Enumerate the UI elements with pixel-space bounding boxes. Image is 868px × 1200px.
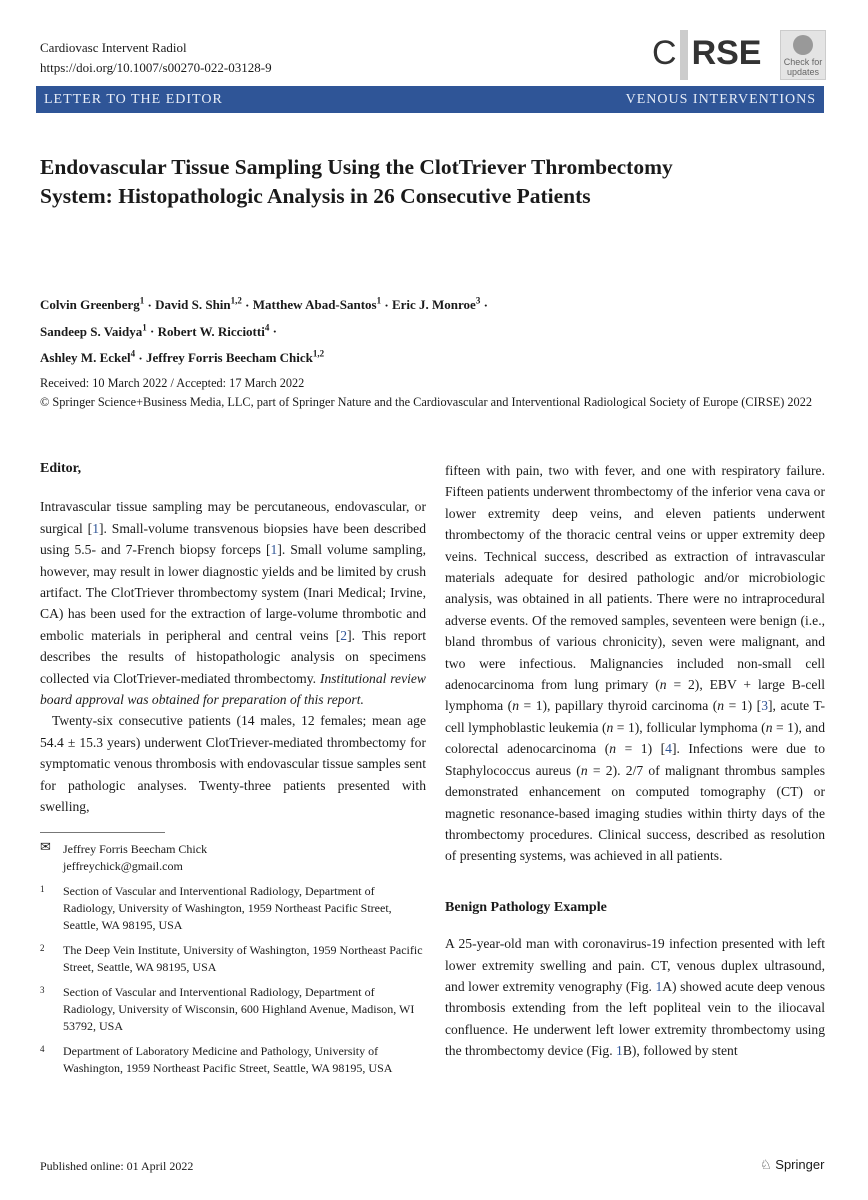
italic-text: n bbox=[659, 677, 667, 693]
published-online: Published online: 01 April 2022 bbox=[40, 1159, 194, 1173]
affiliation-text: The Deep Vein Institute, University of Washington, 1959 Northeast Pacific Street, Seattle, WA 98195, USA bbox=[63, 942, 423, 974]
correspondence bbox=[40, 838, 426, 875]
footnote-separator bbox=[40, 832, 165, 833]
author[interactable]: Colvin Greenberg$^1$ bbox=[40, 296, 145, 313]
text-run: ]. Small volume sampling, however, may result in lower diagnostic yields and be limited by crush artifact. The ClotTriever thrombectomy system (Inari Medical; Irvine, CA) has been used for the extraction of large-volume thrombotic and embolic materials in peripheral and central veins [ bbox=[40, 542, 426, 643]
text-run: A 25-year-old man with coronavirus-19 infection presented with left lower extremity swelling and pain. CT, venous duplex ultrasound, and lower extremity venography (Fig. bbox=[445, 936, 825, 994]
italic-text: n bbox=[765, 719, 773, 735]
author[interactable]: Ashley M. Eckel$^4$ bbox=[40, 348, 136, 365]
copyright: © Springer Science+Business Media, LLC, part of Springer Nature and the Cardiovascular and Interventional Radiological Society of Europe (CIRSE) 2022 bbox=[40, 394, 813, 409]
author[interactable]: David S. Shin$^{1,2}$ bbox=[155, 296, 242, 313]
bookmark-icon bbox=[793, 35, 813, 55]
text-run: Intravascular tissue sampling may be percutaneous, endovascular, or surgical [ bbox=[40, 499, 426, 536]
springer-horse-icon: ♘ bbox=[760, 1157, 772, 1172]
body-paragraph bbox=[40, 710, 426, 817]
italic-text: n bbox=[609, 741, 617, 757]
affiliation bbox=[40, 883, 426, 934]
corresponding-email[interactable]: jeffreychick@gmail.com bbox=[63, 858, 183, 873]
italic-text: Institutional review board approval was obtained for preparation of this report. bbox=[40, 670, 426, 708]
article-type: LETTER TO THE EDITOR bbox=[44, 91, 223, 107]
text-run: = 1) [ bbox=[724, 698, 762, 714]
author[interactable]: Jeffrey Forris Beecham Chick$^{1,2}$ bbox=[145, 348, 325, 365]
reference-link[interactable]: 3 bbox=[761, 698, 768, 714]
italic-text: n bbox=[717, 698, 725, 714]
text-run: = 2). 2/7 of malignant thrombus samples demonstrated enhancement on computed tomography (CT) or magnetic resonance-based imaging studies within thirty days of the thrombectomy procedures. Clinical success, described as resolution of presenting systems, was achieved in all patients. bbox=[445, 762, 826, 864]
corresponding-author: Jeffrey Forris Beecham Chick bbox=[63, 841, 208, 856]
text-run: = 1), follicular lymphoma ( bbox=[613, 719, 766, 735]
affiliation-marker: 1 bbox=[376, 296, 382, 306]
cirse-logo: C RSE bbox=[652, 30, 770, 80]
italic-text: n bbox=[580, 762, 588, 778]
affiliation-number: 3 bbox=[40, 984, 45, 995]
affiliation-marker: 4 bbox=[130, 348, 136, 359]
reference-link[interactable]: 4 bbox=[665, 741, 672, 757]
text-run: = 2), EBV + large B-cell lymphoma ( bbox=[445, 677, 826, 714]
affiliation-marker: 3 bbox=[475, 296, 481, 306]
reference-link[interactable]: 1 bbox=[655, 978, 663, 994]
springer-logo: ♘ Springer bbox=[760, 1157, 825, 1172]
body-paragraph bbox=[40, 496, 426, 710]
text-run: fifteen with pain, two with fever, and one with respiratory failure. Fifteen patients underwent thrombectomy of the inferior vena cava or lower extremity deep veins, and eleven patients underwent thrombectomy of the thoracic central veins or upper extremity deep veins. Technical success, described as extraction of intravascular materials adequate for desired pathologic and/or microbiologic analysis, was obtained in all patients. There were no intraprocedural adverse events. Of the removed samples, seventeen were benign (i.e., bland thrombus of various chronicity), seven were malignant, and two were infectious. Malignancies included non-small cell adenocarcinoma from lung primary ( bbox=[445, 463, 825, 693]
affiliation-marker: 1,2 bbox=[312, 348, 325, 359]
affiliation-marker: 1 bbox=[139, 296, 145, 306]
reference-link[interactable]: 1 bbox=[270, 542, 278, 558]
author[interactable]: Robert W. Ricciotti$^4$ bbox=[157, 322, 270, 339]
text-run: B), followed by stent bbox=[622, 1043, 738, 1059]
affiliation-number: 2 bbox=[40, 942, 45, 953]
affiliation-marker: 4 bbox=[264, 322, 270, 333]
body-paragraph bbox=[445, 933, 825, 1061]
text-run: = 1), papillary thyroid carcinoma ( bbox=[519, 698, 718, 714]
affiliation-marker: 1 bbox=[142, 322, 147, 333]
affiliation-number: 4 bbox=[40, 1043, 45, 1054]
text-run: = 1) [ bbox=[616, 741, 666, 757]
author-list: Colvin Greenberg$^1$ · David S. Shin$^{1,2}$ · Matthew Abad-Santos$^1$ · Eric J. Monroe$^3$ · Sandeep S. Vaidya$^1$ · Robert W. Ricciotti$^4$ · Ashley M. Eckel$^4$ · Jeffrey Forris Beecham Chick$^{1,2}$ bbox=[40, 296, 488, 365]
check-for-updates-badge[interactable]: Check for updates bbox=[780, 30, 826, 80]
author[interactable]: Matthew Abad-Santos$^1$ bbox=[252, 296, 382, 313]
article-title: Endovascular Tissue Sampling Using the ClotTriever Thrombectomy System: Histopathologic Analysis in 26 Consecutive Patients bbox=[40, 155, 673, 208]
envelope-icon: ✉ bbox=[40, 838, 51, 854]
author[interactable]: Eric J. Monroe$^3$ bbox=[391, 296, 481, 313]
section-heading: Benign Pathology Example bbox=[445, 899, 607, 915]
text-run: ]. Small-volume transvenous biopsies have been described using 5.5- and 7-French biopsy forceps [ bbox=[40, 520, 426, 558]
affiliation-text: Section of Vascular and Interventional Radiology, Department of Radiology, University of Wisconsin, 600 Highland Avenue, Madison, WI 53792, USA bbox=[63, 984, 415, 1033]
text-run: ]. Infections were due to Staphylococcus aureus ( bbox=[445, 741, 825, 778]
affiliation-text: Department of Laboratory Medicine and Pathology, University of Washington, 1959 Northeast Pacific Street, Seattle, WA 98195, USA bbox=[63, 1043, 393, 1075]
text-run: A) showed acute deep venous thrombosis extending from the left popliteal vein to the iliocaval confluence. He underwent left lower extremity thrombectomy using the thrombectomy device (Fig. bbox=[445, 978, 825, 1059]
received-accepted: Received: 10 March 2022 / Accepted: 17 March 2022 bbox=[40, 376, 305, 390]
affiliation bbox=[40, 1043, 426, 1077]
italic-text: n bbox=[512, 698, 519, 714]
text-run: = 1), and colorectal adenocarcinoma ( bbox=[445, 719, 826, 757]
affiliation bbox=[40, 984, 426, 1035]
salutation-heading: Editor, bbox=[40, 461, 82, 476]
text-run: ], acute T-cell lymphoblastic leukemia ( bbox=[445, 698, 825, 735]
doi-link[interactable]: https://doi.org/10.1007/s00270-022-03128-9 bbox=[40, 60, 272, 75]
journal-info bbox=[40, 38, 272, 78]
affiliation-number: 1 bbox=[40, 883, 45, 894]
publication-dates bbox=[40, 374, 830, 411]
reference-link[interactable]: 1 bbox=[92, 520, 99, 536]
reference-link[interactable]: 2 bbox=[340, 627, 348, 643]
affiliation-marker: 1,2 bbox=[230, 296, 242, 306]
left-column bbox=[40, 458, 426, 1077]
article-type-banner bbox=[36, 86, 824, 113]
affiliation bbox=[40, 942, 426, 976]
right-column bbox=[445, 460, 825, 1062]
author[interactable]: Sandeep S. Vaidya$^1$ bbox=[40, 322, 147, 339]
body-paragraph bbox=[445, 460, 825, 867]
journal-name: Cardiovasc Intervent Radiol bbox=[40, 40, 187, 55]
italic-text: n bbox=[606, 719, 614, 735]
article-section: VENOUS INTERVENTIONS bbox=[625, 91, 816, 107]
text-run: Twenty-six consecutive patients (14 males, 12 females; mean age 54.4 ± 15.3 years) underwent ClotTriever-mediated thrombectomy for symptomatic venous thrombosis with endovascular tissue samples sent for pathologic analyses. Twenty-three patients presented with swelling, bbox=[40, 713, 426, 815]
text-run: ]. This report describes the results of histopathologic analysis on specimens collected via ClotTriever-mediated thrombectomy. bbox=[40, 627, 426, 686]
affiliation-text: Section of Vascular and Interventional Radiology, Department of Radiology, University of Washington, 1959 Northeast Pacific Street, Seattle, WA 98195, USA bbox=[63, 883, 392, 932]
reference-link[interactable]: 1 bbox=[616, 1043, 623, 1059]
